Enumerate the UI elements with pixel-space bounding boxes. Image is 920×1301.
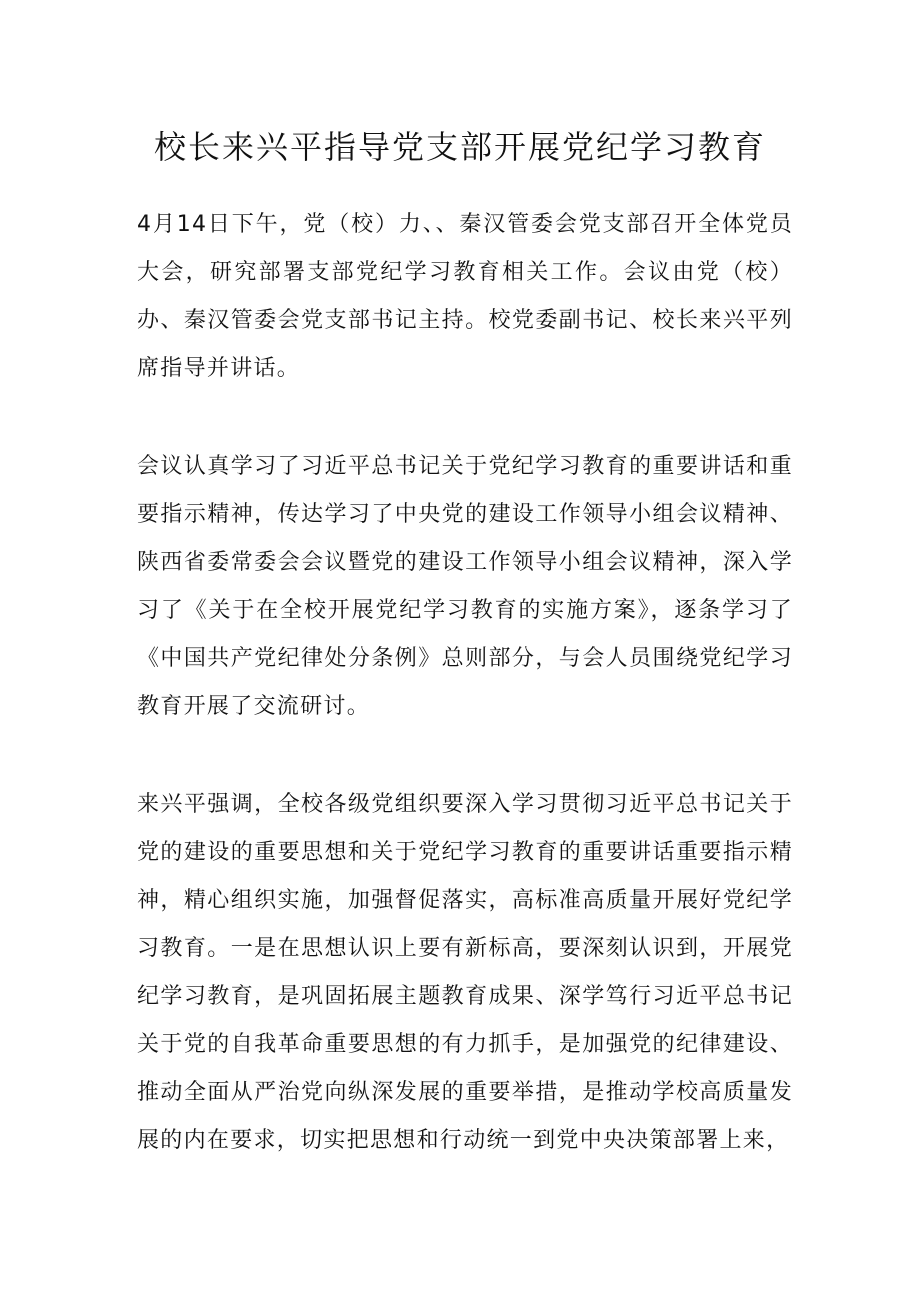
document-title: 校长来兴平指导党支部开展党纪学习教育 xyxy=(153,128,766,166)
document-body xyxy=(137,201,793,1165)
paragraph-speech: 来兴平强调，全校各级党组织要深入学习贯彻习近平总书记关于党的建设的重要思想和关于党纪学习教育的重要讲话重要指示精神，精心组织实施，加强督促落实，高标准高质量开展好党纪学习教育。一是在思想认识上要有新标高，要深刻认识到，开展党纪学习教育，是巩固拓展主题教育成果、深学笃行习近平总书记关于党的自我革命重要思想的有力抓手，是加强党的纪律建设、推动全面从严治党向纵深发展的重要举措，是推动学校高质量发展的内在要求，切实把思想和行动统一到党中央决策部署上来， xyxy=(137,792,793,1153)
paragraph-study-content: 会议认真学习了习近平总书记关于党纪学习教育的重要讲话和重要指示精神，传达学习了中央党的建设工作领导小组会议精神、陕西省委常委会会议暨党的建设工作领导小组会议精神，深入学习了《关于在全校开展党纪学习教育的实施方案》，逐条学习了《中国共产党纪律处分条例》总则部分，与会人员围绕党纪学习教育开展了交流研讨。 xyxy=(137,454,793,719)
paragraph-meeting-summary: 4月14日下午，党（校）力、、秦汉管委会党支部召开全体党员大会，研究部署支部党纪学习教育相关工作。会议由党（校）办、秦汉管委会党支部书记主持。校党委副书记、校长来兴平列席指导并讲话。 xyxy=(137,212,793,381)
